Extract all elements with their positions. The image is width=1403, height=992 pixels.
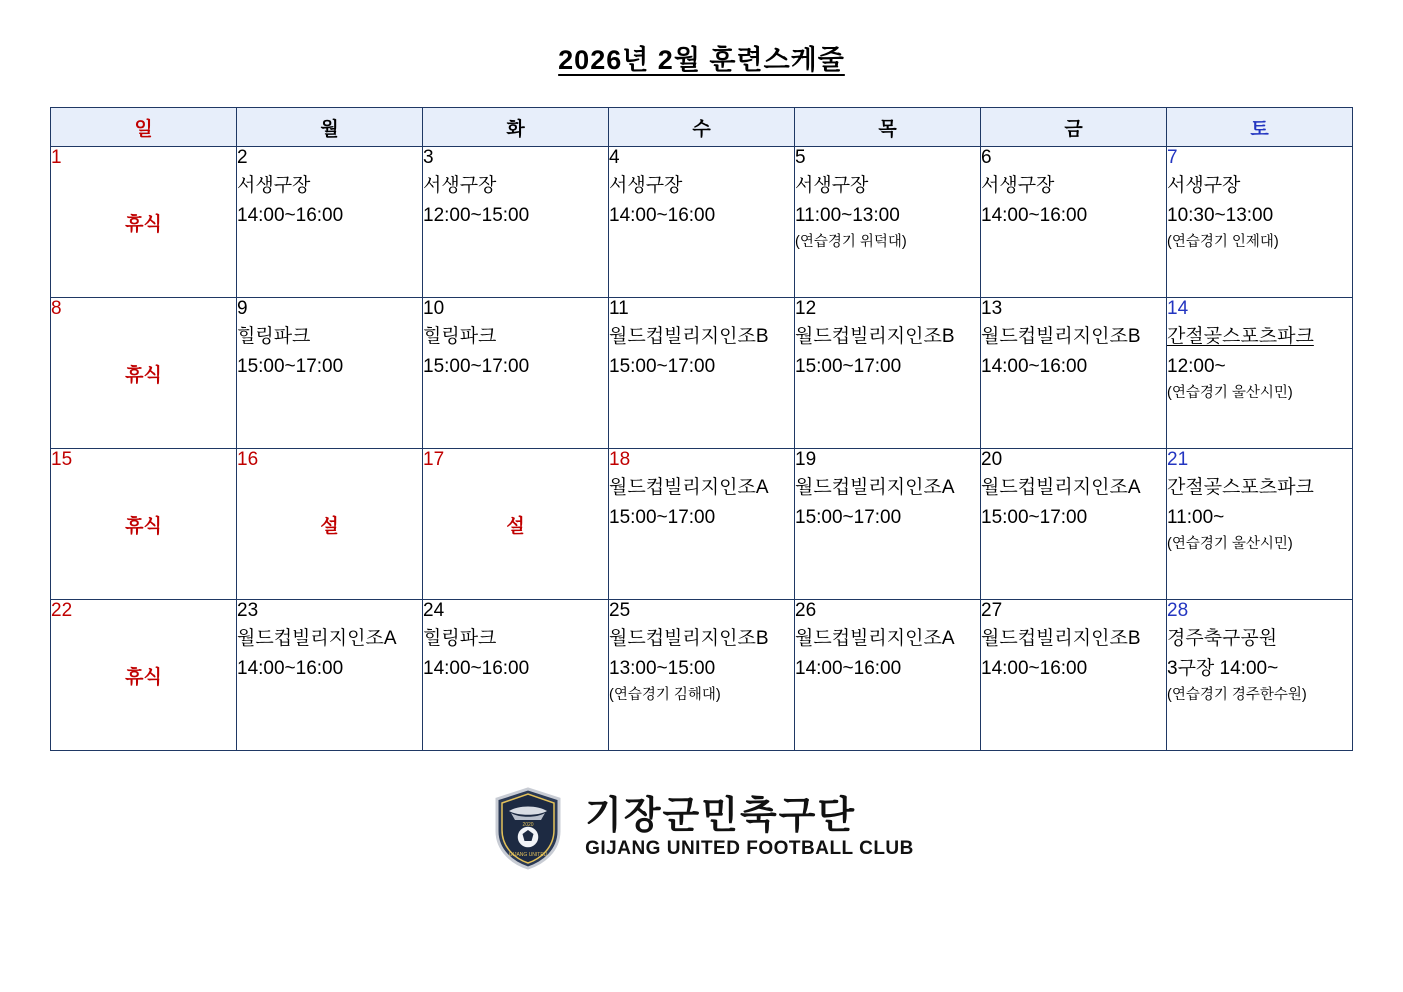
session-details [1167,322,1352,403]
session-venue: 경주축구공원 [1167,628,1278,649]
calendar-day-cell[interactable] [51,298,237,449]
session-details [609,624,794,705]
day-number: 3 [423,147,434,168]
day-number: 22 [51,600,73,621]
session-details [237,322,422,382]
day-number: 1 [51,147,62,168]
calendar-day-cell[interactable] [609,449,795,600]
weekday-header-thu: 목 [795,108,981,147]
calendar-day-cell[interactable] [1167,449,1353,600]
calendar-day-cell[interactable] [795,147,981,298]
day-number: 8 [51,298,62,319]
session-time: 14:00~16:00 [981,658,1088,679]
session-details [1167,624,1352,705]
calendar-day-cell[interactable] [981,147,1167,298]
weekday-header-wed: 수 [609,108,795,147]
session-time: 11:00~13:00 [795,205,900,226]
day-number: 13 [981,298,1003,319]
calendar-day-cell[interactable] [423,449,609,600]
calendar-week-row [51,449,1353,600]
session-venue: 월드컵빌리지인조A [237,628,397,649]
session-details [795,624,980,684]
day-number: 6 [981,147,992,168]
club-name-block [585,795,914,861]
calendar-week-row [51,147,1353,298]
session-venue: 서생구장 [237,175,311,196]
session-time: 15:00~17:00 [795,507,902,528]
calendar-day-cell[interactable] [423,298,609,449]
session-note: (연습경기 인제대) [1167,234,1279,250]
session-time: 15:00~17:00 [981,507,1088,528]
calendar-day-cell[interactable] [51,147,237,298]
session-time: 14:00~16:00 [609,205,716,226]
session-details [609,473,794,533]
session-venue: 서생구장 [609,175,683,196]
calendar-day-cell[interactable] [423,147,609,298]
session-details [795,171,980,252]
calendar-day-cell[interactable] [981,298,1167,449]
session-venue: 월드컵빌리지인조B [795,326,955,347]
session-venue: 간절곶스포츠파크 [1167,326,1314,347]
session-time: 15:00~17:00 [237,356,344,377]
calendar-day-cell[interactable] [51,600,237,751]
day-number: 4 [609,147,620,168]
calendar-day-cell[interactable] [237,147,423,298]
session-venue: 월드컵빌리지인조B [981,326,1141,347]
weekday-header-sun: 일 [51,108,237,147]
calendar-day-cell[interactable] [237,600,423,751]
calendar-container [50,107,1353,751]
training-schedule-table [50,107,1353,751]
day-number: 15 [51,449,73,470]
club-name-en: GIJANG UNITED FOOTBALL CLUB [585,838,914,859]
session-details [237,624,422,684]
session-details [609,322,794,382]
session-time: 12:00~ [1167,356,1226,377]
day-number: 11 [609,298,629,319]
session-venue: 월드컵빌리지인조A [795,477,955,498]
calendar-day-cell[interactable] [1167,147,1353,298]
day-number: 18 [609,449,631,470]
session-time: 15:00~17:00 [795,356,902,377]
calendar-body [51,147,1353,751]
session-venue: 힐링파크 [423,628,497,649]
rest-day-label: 설 [320,516,339,537]
calendar-week-row [51,600,1353,751]
session-details [981,473,1166,533]
session-time: 15:00~17:00 [423,356,530,377]
session-details [795,473,980,533]
svg-text:2020: 2020 [522,822,534,828]
weekday-header-sat: 토 [1167,108,1353,147]
session-time: 14:00~16:00 [237,205,344,226]
calendar-day-cell[interactable] [609,147,795,298]
session-details [237,171,422,231]
session-note: (연습경기 울산시민) [1167,385,1293,401]
session-time: 14:00~16:00 [795,658,902,679]
calendar-day-cell[interactable] [795,298,981,449]
calendar-day-cell[interactable] [981,600,1167,751]
session-details [981,322,1166,382]
calendar-day-cell[interactable] [795,449,981,600]
calendar-day-cell[interactable] [237,449,423,600]
rest-day-label: 휴식 [125,214,162,235]
calendar-day-cell[interactable] [237,298,423,449]
session-time: 14:00~16:00 [423,658,530,679]
session-details [609,171,794,231]
calendar-day-cell[interactable] [609,600,795,751]
weekday-header-fri: 금 [981,108,1167,147]
session-details [981,171,1166,231]
day-number: 28 [1167,600,1189,621]
calendar-header [51,108,1353,147]
session-details [423,171,608,231]
rest-day-label: 설 [506,516,525,537]
session-venue: 월드컵빌리지인조B [981,628,1141,649]
svg-text:GIJANG UNITED: GIJANG UNITED [508,852,548,858]
session-venue: 월드컵빌리지인조A [609,477,769,498]
session-details [423,624,608,684]
calendar-day-cell[interactable] [51,449,237,600]
session-time: 3구장 14:00~ [1167,658,1279,679]
club-footer [0,785,1403,871]
weekday-header-mon: 월 [237,108,423,147]
session-time: 15:00~17:00 [609,507,716,528]
day-number: 7 [1167,147,1178,168]
weekday-header-tue: 화 [423,108,609,147]
session-note: (연습경기 김해대) [609,687,721,703]
day-number: 5 [795,147,806,168]
day-number: 12 [795,298,817,319]
calendar-day-cell[interactable] [423,600,609,751]
session-time: 13:00~15:00 [609,658,716,679]
day-number: 20 [981,449,1003,470]
club-name-ko: 기장군민축구단 [585,795,857,837]
session-venue: 월드컵빌리지인조A [981,477,1141,498]
day-number: 19 [795,449,817,470]
day-number: 10 [423,298,445,319]
session-venue: 서생구장 [981,175,1055,196]
calendar-day-cell[interactable] [981,449,1167,600]
session-venue: 월드컵빌리지인조B [609,326,769,347]
session-details [423,322,608,382]
session-time: 10:30~13:00 [1167,205,1274,226]
session-venue: 서생구장 [795,175,869,196]
day-number: 21 [1167,449,1189,470]
day-number: 17 [423,449,445,470]
session-venue: 힐링파크 [237,326,311,347]
day-number: 27 [981,600,1003,621]
session-time: 15:00~17:00 [609,356,716,377]
club-crest-icon [489,785,567,871]
session-venue: 힐링파크 [423,326,497,347]
session-venue: 서생구장 [423,175,497,196]
session-details [981,624,1166,684]
calendar-week-row [51,298,1353,449]
calendar-day-cell[interactable] [1167,298,1353,449]
session-time: 14:00~16:00 [981,205,1088,226]
page-title: 2026년 2월 훈련스케줄 [558,45,845,75]
day-number: 23 [237,600,259,621]
session-venue: 월드컵빌리지인조A [795,628,955,649]
session-time: 14:00~16:00 [237,658,344,679]
session-time: 14:00~16:00 [981,356,1088,377]
session-details [1167,473,1352,554]
rest-day-label: 휴식 [125,516,162,537]
session-time: 11:00~ [1167,507,1225,528]
session-venue: 월드컵빌리지인조B [609,628,769,649]
calendar-day-cell[interactable] [795,600,981,751]
day-number: 2 [237,147,248,168]
day-number: 25 [609,600,631,621]
session-note: (연습경기 경주한수원) [1167,687,1307,703]
session-details [795,322,980,382]
calendar-day-cell[interactable] [1167,600,1353,751]
session-venue: 간절곶스포츠파크 [1167,477,1314,498]
rest-day-label: 휴식 [125,667,162,688]
calendar-day-cell[interactable] [609,298,795,449]
weekday-header-row [51,108,1353,147]
session-note: (연습경기 울산시민) [1167,536,1293,552]
session-note: (연습경기 위덕대) [795,234,907,250]
session-time: 12:00~15:00 [423,205,530,226]
session-details [1167,171,1352,252]
session-venue: 서생구장 [1167,175,1241,196]
day-number: 16 [237,449,259,470]
day-number: 9 [237,298,248,319]
rest-day-label: 휴식 [125,365,162,386]
day-number: 24 [423,600,445,621]
day-number: 26 [795,600,817,621]
day-number: 14 [1167,298,1189,319]
